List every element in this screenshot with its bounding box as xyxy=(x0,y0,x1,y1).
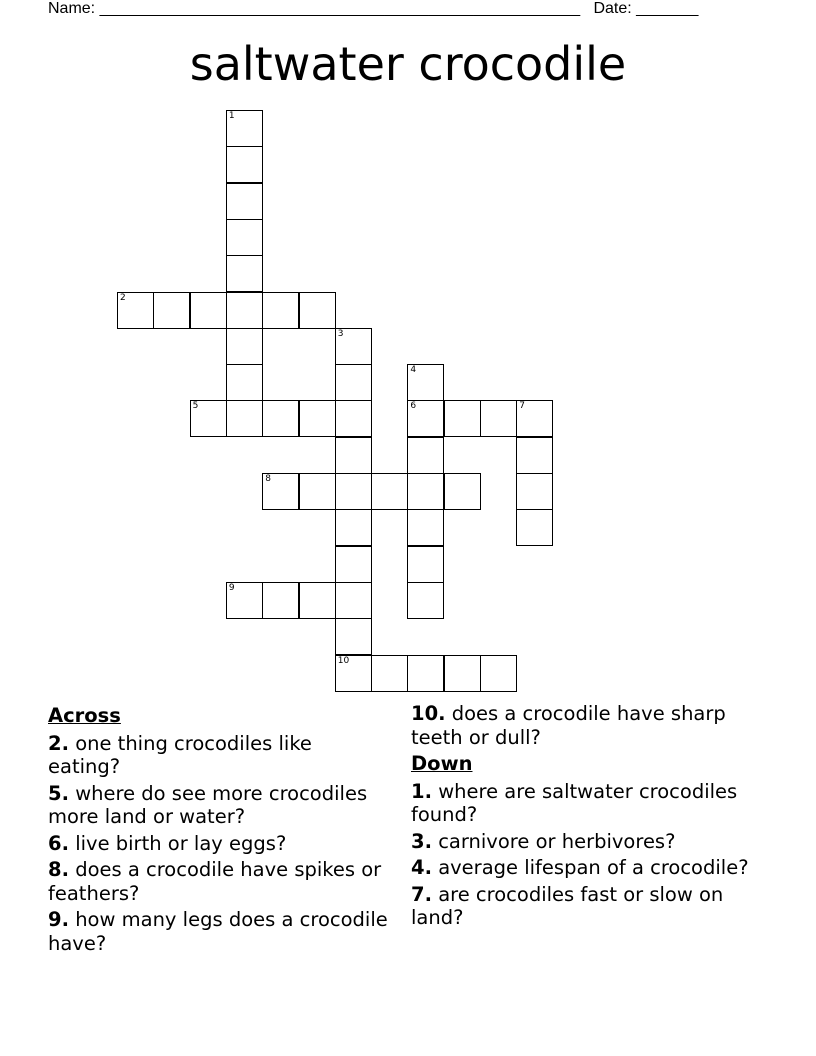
clue-text: where do see more crocodiles more land or water? xyxy=(48,781,368,828)
clue-number: 7 xyxy=(519,401,526,412)
grid-cell[interactable] xyxy=(407,655,444,692)
grid-cell[interactable] xyxy=(153,292,190,329)
clue-text: live birth or lay eggs? xyxy=(75,831,287,855)
clue-text: one thing crocodiles like eating? xyxy=(48,731,312,778)
clue-number: 1 xyxy=(228,111,235,121)
down-clue xyxy=(411,883,771,930)
grid-cell[interactable] xyxy=(335,509,372,546)
grid-cell[interactable] xyxy=(226,400,263,437)
clue-label: 2. xyxy=(48,731,69,755)
clue-text: does a crocodile have spikes or feathers? xyxy=(48,858,382,905)
grid-cell[interactable] xyxy=(226,364,263,401)
grid-cell[interactable] xyxy=(335,437,372,474)
clue-number: 5 xyxy=(192,401,199,412)
down-clue-list xyxy=(411,780,771,930)
grid-cell[interactable] xyxy=(407,473,444,510)
across-clue xyxy=(48,832,388,856)
clue-text: where are saltwater crocodiles found? xyxy=(411,779,738,826)
puzzle-title: saltwater crocodile xyxy=(189,37,627,91)
clue-number: 2 xyxy=(120,292,126,303)
grid-cell[interactable] xyxy=(407,364,444,401)
date-label: Date: xyxy=(593,0,632,17)
grid-cell[interactable] xyxy=(407,582,444,619)
clue-number: 8 xyxy=(265,474,271,484)
grid-cell[interactable] xyxy=(407,437,444,474)
grid-cell[interactable] xyxy=(262,292,299,329)
grid-cell[interactable] xyxy=(226,146,263,183)
across-heading: Across xyxy=(48,704,121,727)
down-clue xyxy=(411,830,771,854)
grid-cell[interactable] xyxy=(226,255,263,292)
grid-cell[interactable] xyxy=(335,473,372,510)
clue-label: 9. xyxy=(48,908,69,931)
grid-cell[interactable] xyxy=(299,292,336,329)
name-label: Name: xyxy=(48,0,96,17)
grid-cell[interactable] xyxy=(226,292,263,329)
grid-cell[interactable] xyxy=(516,437,553,474)
clue-number: 4 xyxy=(410,365,417,376)
across-clue xyxy=(48,782,388,829)
down-heading: Down xyxy=(411,752,473,775)
clue-text: average lifespan of a crocodile? xyxy=(438,856,749,879)
grid-cell[interactable] xyxy=(335,582,372,619)
grid-cell[interactable] xyxy=(262,473,299,510)
date-blank[interactable]: _______ xyxy=(636,0,699,17)
grid-cell[interactable] xyxy=(407,400,444,437)
clue-number: 9 xyxy=(228,582,235,593)
grid-cell[interactable] xyxy=(516,400,553,437)
grid-cell[interactable] xyxy=(226,219,263,256)
grid-cell[interactable] xyxy=(516,473,553,510)
clue-label: 5. xyxy=(48,781,69,805)
clues-right-column xyxy=(411,702,771,933)
clue-text: carnivore or herbivores? xyxy=(438,829,676,853)
grid-cell[interactable] xyxy=(226,183,263,220)
clue-text: does a crocodile have sharp teeth or dull? xyxy=(411,702,726,749)
down-clue xyxy=(411,856,771,880)
grid-cell[interactable] xyxy=(262,582,299,619)
grid-cell[interactable] xyxy=(480,655,517,692)
grid-cell[interactable] xyxy=(444,473,481,510)
across-clue xyxy=(411,702,771,749)
clue-label: 3. xyxy=(411,829,432,853)
grid-cell[interactable] xyxy=(226,582,263,619)
grid-cell[interactable] xyxy=(407,509,444,546)
clue-label: 4. xyxy=(411,856,432,879)
across-clue-list xyxy=(48,732,388,956)
grid-cell[interactable] xyxy=(335,618,372,655)
clue-text: how many legs does a crocodile have? xyxy=(48,908,388,955)
grid-cell[interactable] xyxy=(226,110,263,147)
grid-cell[interactable] xyxy=(299,582,336,619)
grid-cell[interactable] xyxy=(262,400,299,437)
across-clue xyxy=(48,908,388,955)
clue-number: 3 xyxy=(337,328,344,339)
grid-cell[interactable] xyxy=(299,400,336,437)
grid-cell[interactable] xyxy=(407,546,444,583)
name-blank[interactable]: ______________________________________________________ xyxy=(99,0,581,17)
grid-cell[interactable] xyxy=(190,400,227,437)
grid-cell[interactable] xyxy=(371,473,408,510)
clues-left-column xyxy=(48,702,388,958)
grid-cell[interactable] xyxy=(190,292,227,329)
grid-cell[interactable] xyxy=(335,328,372,365)
grid-cell[interactable] xyxy=(335,546,372,583)
grid-cell[interactable] xyxy=(444,655,481,692)
grid-cell[interactable] xyxy=(335,400,372,437)
clue-label: 6. xyxy=(48,831,69,855)
clue-label: 8. xyxy=(48,858,69,881)
across-clue xyxy=(48,732,388,779)
grid-cell[interactable] xyxy=(226,328,263,365)
clue-text: are crocodiles fast or slow on land? xyxy=(411,882,724,929)
across-clue-list-continued xyxy=(411,702,771,749)
grid-cell[interactable] xyxy=(117,292,154,329)
grid-cell[interactable] xyxy=(299,473,336,510)
clue-label: 7. xyxy=(411,882,432,906)
grid-cell[interactable] xyxy=(516,509,553,546)
grid-cell[interactable] xyxy=(480,400,517,437)
grid-cell[interactable] xyxy=(444,400,481,437)
clue-label: 10. xyxy=(411,702,446,725)
grid-cell[interactable] xyxy=(371,655,408,692)
clue-number: 10 xyxy=(337,655,350,666)
grid-cell[interactable] xyxy=(335,655,372,692)
clue-label: 1. xyxy=(411,779,432,803)
down-clue xyxy=(411,780,771,827)
across-clue xyxy=(48,858,388,905)
clue-number: 6 xyxy=(410,401,417,412)
grid-cell[interactable] xyxy=(335,364,372,401)
